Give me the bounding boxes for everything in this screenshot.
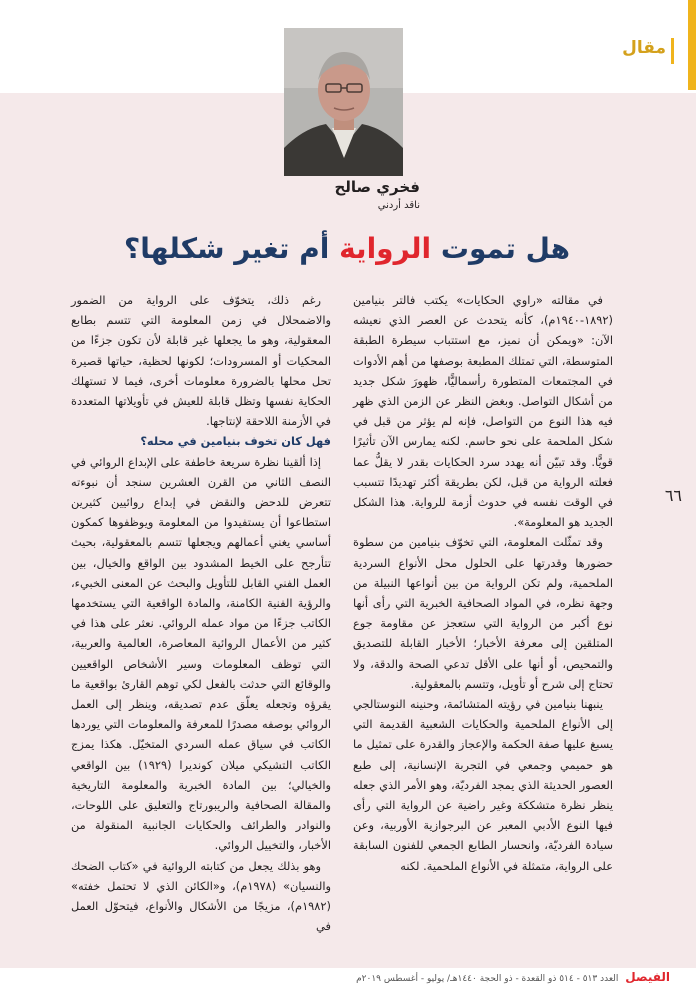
article-column-left [71, 290, 331, 937]
magazine-logo: الفيصل [625, 970, 670, 984]
footer [330, 970, 670, 984]
title-part-2: أم تغير شكلها؟ [124, 232, 340, 265]
paragraph: إذا ألقينا نظرة سريعة خاطفة على الإبداع الروائي في النصف الثاني من القرن العشرين سنجد أن نبوءته تتعرض للدحض والنقض في إبداع روائيين كثيرين استطاعوا أن يستفيدوا من المعلومة ويوظفوها كمكون أساسي يغني أعمالهم ويجعلها تتسم بالمعقولية، بحيث تتأرجح على الخيط المشدود بين الواقع والخيال، بين العمل الفني القابل للتأويل والبحث عن المعنى الخبيء، والرؤية الفنية الكامنة، والمادة الواقعية التي يستخدمها الكاتب جزءًا من مواد عمله الروائي. نعثر على هذا في كثير من الأعمال الروائية المعاصرة، العالمية والعربية، التي توظف المعلومات وسير الأشخاص الواقعيين والوقائع التي حدثت بالفعل لكي توهم القارئ بواقعية ما يقرؤه وتجعله يعلّق عدم تصديقه، وينظر إلى العمل الروائي بوصفه مصدرًا للمعرفة والمعلومات التي يوردها الكاتب في سياق عمله السردي المتخيّل. هكذا يمزج الكاتب التشيكي ميلان كونديرا (١٩٢٩) بين الواقعي والخيالي؛ بين المادة الخبرية والمعلومة التاريخية والمقالة الصحافية والريبورتاج والتعليق على اللوحات، والنوادر والطرائف والحكايات الجانبية المنقولة من الأخبار، والتخييل الروائي. [71, 454, 331, 853]
author-role: ناقد أردني [377, 200, 420, 211]
article-title [80, 232, 570, 265]
paragraph: رغم ذلك، يتخوّف على الرواية من الضمور والاضمحلال في زمن المعلومة التي تتسم بطابع المعقولية، وهو ما يجعلها غير قابلة لأن تكون جزءًا من المحكيات أو المسرودات؛ لكونها لحظية، حياتها قصيرة تحل محلها بالضرورة معلومات أخرى، فيما لا تستهلك الحكاية نفسها وتظل قابلة للعيش في تأويلاتها المتعددة في الأزمنة اللاحقة لإنتاجها. [71, 293, 331, 429]
section-subheading: فهل كان تخوف بنيامين في محله؟ [140, 434, 331, 449]
author-name: فخري صالح [334, 178, 420, 196]
page-number: ٦٦ [664, 486, 682, 505]
author-photo [284, 28, 403, 176]
paragraph: وقد تمثّلت المعلومة، التي تخوّف بنيامين من سطوة حضورها وقدرتها على الحلول محل الأنواع السردية الملحمية، ولم تكن الرواية من بين أنواعها النبيلة من وجهة نظره، في المواد الصحافية الخبرية التي رأى أنها نوع أكبر من الرواية التي ستعجز عن مقاومة جوع المتلقين إلى معرفة الأخبار؛ الأخبار القابلة للتصديق والتمحيص، أو أنها على الأقل تدعي الصحة والدقة، ولا تحتاج إلى شرح أو تأويل، وتتسم بالمعقولية. [353, 535, 613, 691]
title-highlight: الرواية [339, 232, 432, 265]
author-portrait-image [284, 28, 403, 176]
section-tag-bar [671, 38, 674, 64]
issue-info: العدد ٥١٣ - ٥١٤ ذو القعدة - ذو الحجة ١٤٤٠هـ/ يوليو - أغسطس ٢٠١٩م [356, 974, 619, 984]
article-column-right [353, 290, 613, 876]
corner-accent [688, 0, 696, 90]
paragraph: ينبهنا بنيامين في رؤيته المتشائمة، وحنينه النوستالجي إلى الأنواع الملحمية والحكايات الشعبية القديمة التي يسبغ عليها صفة الحكمة والإعجاز والقدرة على تمثيل ما هو حميمي وجمعي في التجربة الإنسانية، إلى طبع العصور الحديثة الذي يمجد الفرديّة، وهو الأمر الذي جعله ينظر نظرة متشككة وغير راضية عن الرواية التي رأى فيها النوع الأدبي المعبر عن البرجوازية الأوربية، وعن سيادة الفرديّة، وانحسار الطابع الجمعي للفنون السابقة على الرواية، متمثلة في الأنواع الملحمية. لكنه [353, 697, 613, 873]
paragraph: وهو بذلك يجعل من كتابته الروائية في «كتاب الضحك والنسيان» (١٩٧٨م)، و«الكائن الذي لا تحتمل خفته» (١٩٨٢م)، مزيجًا من الأشكال والأنواع، فيتحوّل العمل في [71, 858, 331, 934]
title-part-1: هل تموت [431, 232, 570, 265]
section-tag: مقال [622, 38, 666, 58]
paragraph: في مقالته «راوي الحكايات» يكتب فالتر بنيامين (١٨٩٢-١٩٤٠م)، كأنه يتحدث عن العصر الذي نعيشه الآن: «ويمكن أن نميز، مع استتباب سيطرة الطبقة المتوسطة، التي تمتلك المطبعة بوصفها من أهم الأدوات في المجتمعات المتطورة رأسماليًّا، ظهورَ شكل جديد من أشكال التواصل. وبغض النظر عن الزمن الذي ظهر فيه هذا النوع من التواصل، فإنه لم يؤثر من قبل في شكل الملحمة على نحو حاسم. لكنه يمارس الآن تأثيرًا قويًّا. وقد تبيّن أنه يهدد سرد الحكايات بقدر لا يقلُّ عما فعلته الرواية من قبل، لكن بطريقة أكثر تهديدًا تتسبب في الوقت نفسه في حدوث أزمة للرواية. هذا الشكل الجديد هو المعلومة». [353, 293, 613, 530]
